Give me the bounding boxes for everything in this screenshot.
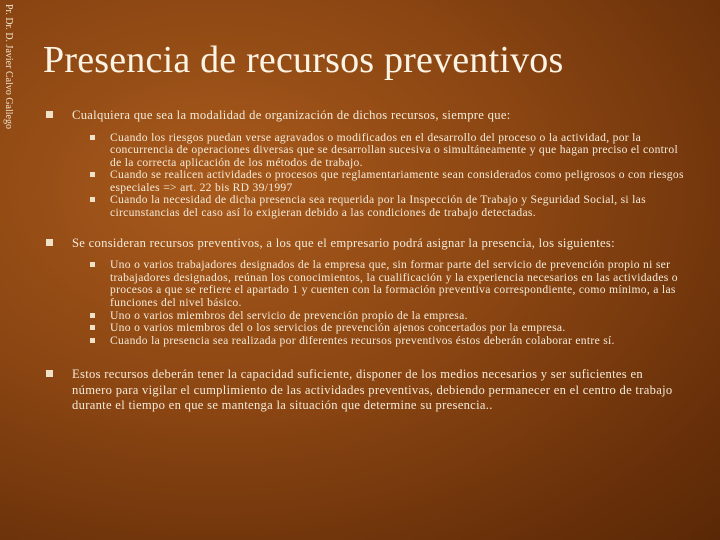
square-bullet-icon xyxy=(90,338,95,343)
list-item: Cuando la presencia sea realizada por diferentes recursos preventivos éstos deberán colaborar entre sí. xyxy=(72,335,686,348)
square-bullet-icon xyxy=(90,135,95,140)
section-2-list xyxy=(72,259,686,347)
list-item: Cuando los riesgos puedan verse agravados o modificados en el desarrollo del proceso o la actividad, por la concurrencia de operaciones diversas que se desarrollan sucesiva o simultáneamente y que hagan preciso el control de la correcta aplicación de los métodos de trabajo. xyxy=(72,132,686,170)
author-side-label: Pr. Dr. D. Javier Calvo Gallego xyxy=(3,4,14,129)
section-1-text: Cualquiera que sea la modalidad de organización de dichos recursos, siempre que: xyxy=(72,108,511,122)
square-bullet-icon xyxy=(46,370,53,377)
section-3 xyxy=(46,367,686,414)
list-item: Cuando la necesidad de dicha presencia sea requerida por la Inspección de Trabajo y Seguridad Social, si las circunstancias del caso así lo exigieran debido a las condiciones de trabajo detectadas. xyxy=(72,194,686,219)
section-1 xyxy=(46,108,686,220)
square-bullet-icon xyxy=(90,325,95,330)
list-item: Uno o varios trabajadores designados de la empresa que, sin formar parte del servicio de prevención propio ni ser trabajadores designados, reúnan los conocimientos, la cualificación y la experiencia necesarios en las actividades o procesos a que se refiere el apartado 1 y cuenten con la formación preventiva correspondiente, como mínimo, a las funciones del nivel básico. xyxy=(72,259,686,309)
square-bullet-icon xyxy=(46,111,53,118)
list-item: Uno o varios miembros del servicio de prevención propio de la empresa. xyxy=(72,310,686,323)
list-item: Uno o varios miembros del o los servicios de prevención ajenos concertados por la empresa. xyxy=(72,322,686,335)
square-bullet-icon xyxy=(90,262,95,267)
square-bullet-icon xyxy=(90,197,95,202)
list-item: Cuando se realicen actividades o procesos que reglamentariamente sean considerados como peligrosos o con riesgos especiales => art. 22 bis RD 39/1997 xyxy=(72,169,686,194)
section-2 xyxy=(46,236,686,348)
section-3-text: Estos recursos deberán tener la capacidad suficiente, disponer de los medios necesarios y ser suficientes en número para vigilar el cumplimiento de las actividades preventivas, debiendo permanecer en el centro de trabajo durante el tiempo en que se mantenga la situación que determine su presencia.. xyxy=(72,367,673,413)
slide-content xyxy=(46,108,686,414)
slide-title: Presencia de recursos preventivos xyxy=(43,39,564,81)
square-bullet-icon xyxy=(90,172,95,177)
section-1-list xyxy=(72,132,686,220)
square-bullet-icon xyxy=(90,313,95,318)
section-2-text: Se consideran recursos preventivos, a los que el empresario podrá asignar la presencia, los siguientes: xyxy=(72,235,615,250)
square-bullet-icon xyxy=(46,239,53,246)
